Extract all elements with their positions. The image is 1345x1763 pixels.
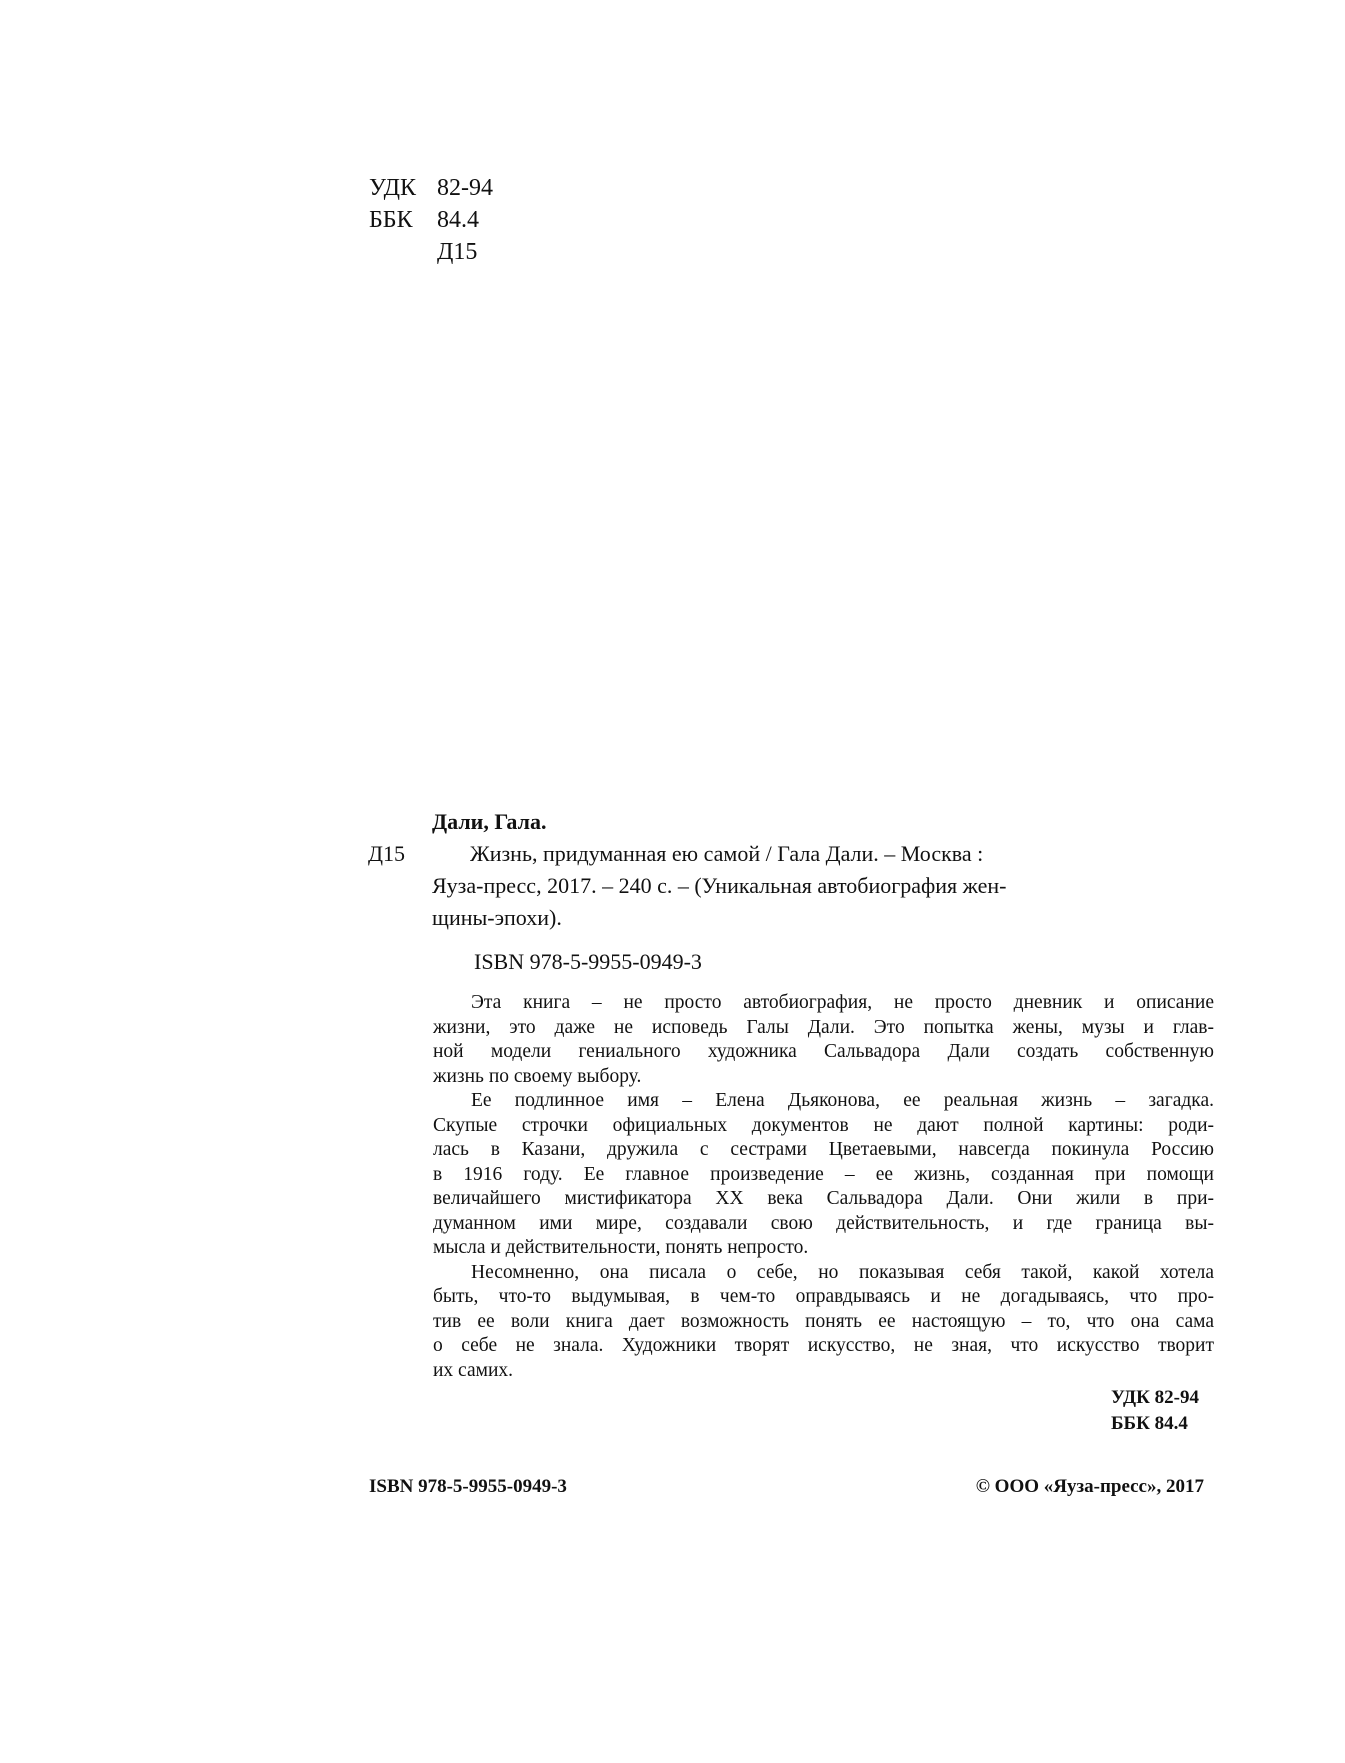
card-description-line-3: щины-эпохи). xyxy=(432,905,562,930)
bbk-label: ББК xyxy=(369,207,413,233)
abstract-line: быть, что-то выдумывая, в чем-то оправдываясь и не догадываясь, что про- xyxy=(433,1286,1214,1307)
abstract-line: ной модели гениального художника Сальвадора Дали создать собственную xyxy=(433,1041,1214,1062)
abstract-line: тив ее воли книга дает возможность понять ее настоящую – то, что она сама xyxy=(433,1310,1214,1332)
catalog-card xyxy=(432,806,1214,978)
abstract-line: жизни, это даже не исповедь Галы Дали. Это попытка жены, музы и глав- xyxy=(433,1016,1214,1038)
udk-label: УДК xyxy=(369,175,416,201)
abstract-line: лась в Казани, дружила с сестрами Цветаевыми, навсегда покинула Россию xyxy=(433,1139,1214,1160)
card-description-line-2: Яуза-пресс, 2017. – 240 с. – (Уникальная автобиография жен- xyxy=(432,873,1007,898)
abstract-line: о себе не знала. Художники творят искусство, не зная, что искусство творит xyxy=(433,1335,1214,1356)
abstract-line: мысла и действительности, понять непросто. xyxy=(433,1237,809,1258)
bbk-value: 84.4 xyxy=(437,207,479,233)
card-author: Дали, Гала. xyxy=(432,809,547,834)
udk-code-bottom: УДК 82-94 xyxy=(1111,1387,1199,1408)
abstract-line: в 1916 году. Ее главное произведение – ее жизнь, созданная при помощи xyxy=(433,1163,1214,1185)
udk-code-top xyxy=(369,172,493,204)
abstract-line: Ее подлинное имя – Елена Дьяконова, ее реальная жизнь – загадка. xyxy=(471,1090,1214,1111)
card-author-mark: Д15 xyxy=(368,841,406,866)
card-isbn: ISBN 978-5-9955-0949-3 xyxy=(474,949,702,974)
abstract-line: Скупые строчки официальных документов не дают полной картины: роди- xyxy=(433,1114,1214,1136)
abstract-line: величайшего мистификатора XX века Сальвадора Дали. Они жили в при- xyxy=(433,1188,1214,1209)
footer-isbn: ISBN 978-5-9955-0949-3 xyxy=(369,1476,567,1497)
udk-value: 82-94 xyxy=(437,175,493,201)
bbk-code-top xyxy=(369,204,479,236)
author-mark-top: Д15 xyxy=(437,239,478,265)
abstract-line: Эта книга – не просто автобиография, не просто дневник и описание xyxy=(471,992,1214,1013)
abstract-line: думанном ими мире, создавали свою действительность, и где граница вы- xyxy=(433,1212,1214,1234)
card-description-line-1: Жизнь, придуманная ею самой / Гала Дали. – Москва : xyxy=(470,841,984,866)
abstract-line: их самих. xyxy=(433,1359,514,1381)
abstract xyxy=(433,991,1214,1383)
abstract-line: жизнь по своему выбору. xyxy=(433,1065,642,1087)
bbk-code-bottom: ББК 84.4 xyxy=(1111,1413,1188,1434)
copyright: © ООО «Яуза-пресс», 2017 xyxy=(975,1476,1204,1497)
abstract-line: Несомненно, она писала о себе, но показывая себя такой, какой хотела xyxy=(471,1261,1214,1283)
